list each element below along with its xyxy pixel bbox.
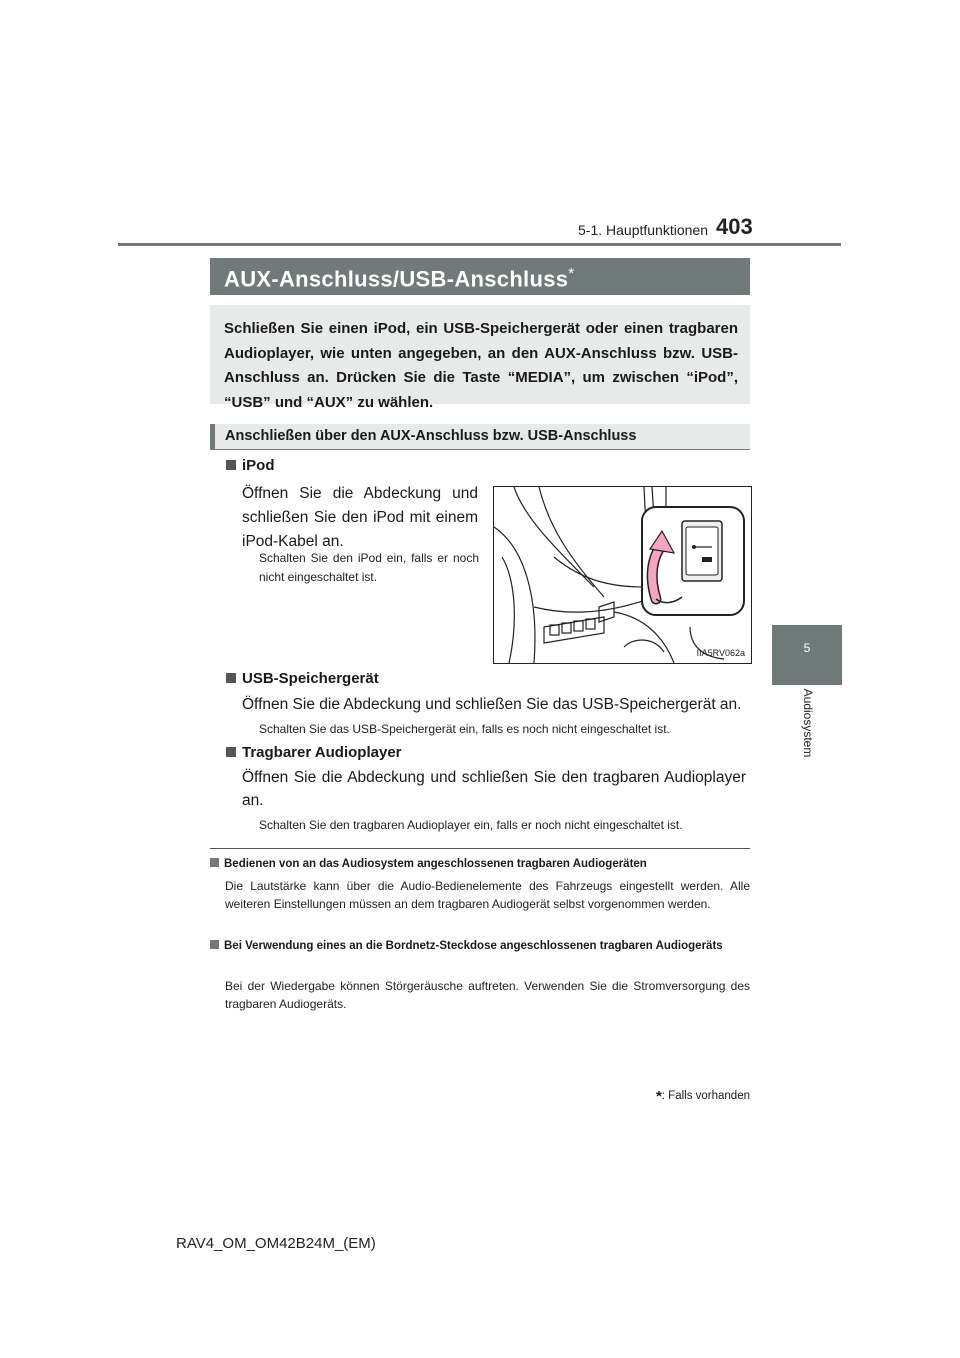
- intro-box: [210, 305, 750, 411]
- item-usb-title: USB-Speichergerät: [226, 670, 379, 687]
- item-usb-body: Öffnen Sie die Abdeckung und schließen Sie das USB-Speichergerät an.: [242, 696, 742, 713]
- chapter-number: 5: [803, 641, 811, 655]
- note-1-body: Die Lautstärke kann über die Audio-Bedienelemente des Fahrzeugs eingestellt werden. Alle weiteren Einstellungen müssen an dem tragbaren Audiogerät selbst vorgenommen werden.: [225, 879, 750, 911]
- square-bullet-icon: [210, 858, 219, 867]
- item-usb-note: Schalten Sie das USB-Speichergerät ein, falls es noch nicht eingeschaltet ist.: [259, 722, 670, 736]
- item-audio-note: Schalten Sie den tragbaren Audioplayer ein, falls er noch nicht eingeschaltet ist.: [259, 818, 683, 832]
- square-bullet-icon: [226, 747, 236, 757]
- subheading-bar: [210, 424, 750, 450]
- square-bullet-icon: [210, 940, 219, 949]
- header-rule: [118, 243, 841, 246]
- star-marker: *: [568, 265, 575, 282]
- intro-text: Schließen Sie einen iPod, ein USB-Speichergerät oder einen tragbaren Audioplayer, wie unten angegeben, an den AUX-Anschluss bzw. USB-Anschluss an. Drücken Sie die Taste “MEDIA”, um zwischen “iPod”, “USB” und “AUX” zu wählen.: [224, 320, 738, 411]
- subheading: Anschließen über den AUX-Anschluss bzw. USB-Anschluss: [225, 428, 637, 444]
- section-header: 5-1. Hauptfunktionen: [578, 222, 708, 238]
- figure-code: IIA5RV062a: [696, 648, 745, 658]
- item-ipod-body: Öffnen Sie die Abdeckung und schließen Sie den iPod mit einem iPod-Kabel an.: [242, 485, 478, 550]
- usb-port-illustration: [493, 486, 752, 664]
- square-bullet-icon: [226, 673, 236, 683]
- footnote: *: Falls vorhanden: [655, 1088, 750, 1105]
- page-number: 403: [716, 214, 753, 239]
- chapter-name: Audiosystem: [801, 688, 815, 758]
- note-1-title: Bedienen von an das Audiosystem angeschlossenen tragbaren Audiogeräten: [210, 858, 750, 870]
- note-2-body: Bei der Wiedergabe können Störgeräusche auftreten. Verwenden Sie die Stromversorgung des tragbaren Audiogeräts.: [225, 979, 750, 1011]
- section-title: AUX-Anschluss/USB-Anschluss: [224, 266, 569, 292]
- notes-divider: [210, 848, 750, 849]
- star-marker: *: [655, 1088, 662, 1105]
- note-2-title: Bei Verwendung eines an die Bordnetz-Steckdose angeschlossenen tragbaren Audiogeräts: [210, 937, 750, 955]
- item-audio-body: Öffnen Sie die Abdeckung und schließen Sie den tragbaren Audioplayer an.: [242, 769, 746, 809]
- item-ipod-note: Schalten Sie den iPod ein, falls er noch nicht eingeschaltet ist.: [259, 551, 479, 584]
- section-title-bar: [210, 258, 750, 295]
- item-audio-title: Tragbarer Audioplayer: [226, 744, 402, 761]
- item-ipod-title: iPod: [226, 457, 275, 474]
- square-bullet-icon: [226, 460, 236, 470]
- document-code: RAV4_OM_OM42B24M_(EM): [176, 1235, 376, 1252]
